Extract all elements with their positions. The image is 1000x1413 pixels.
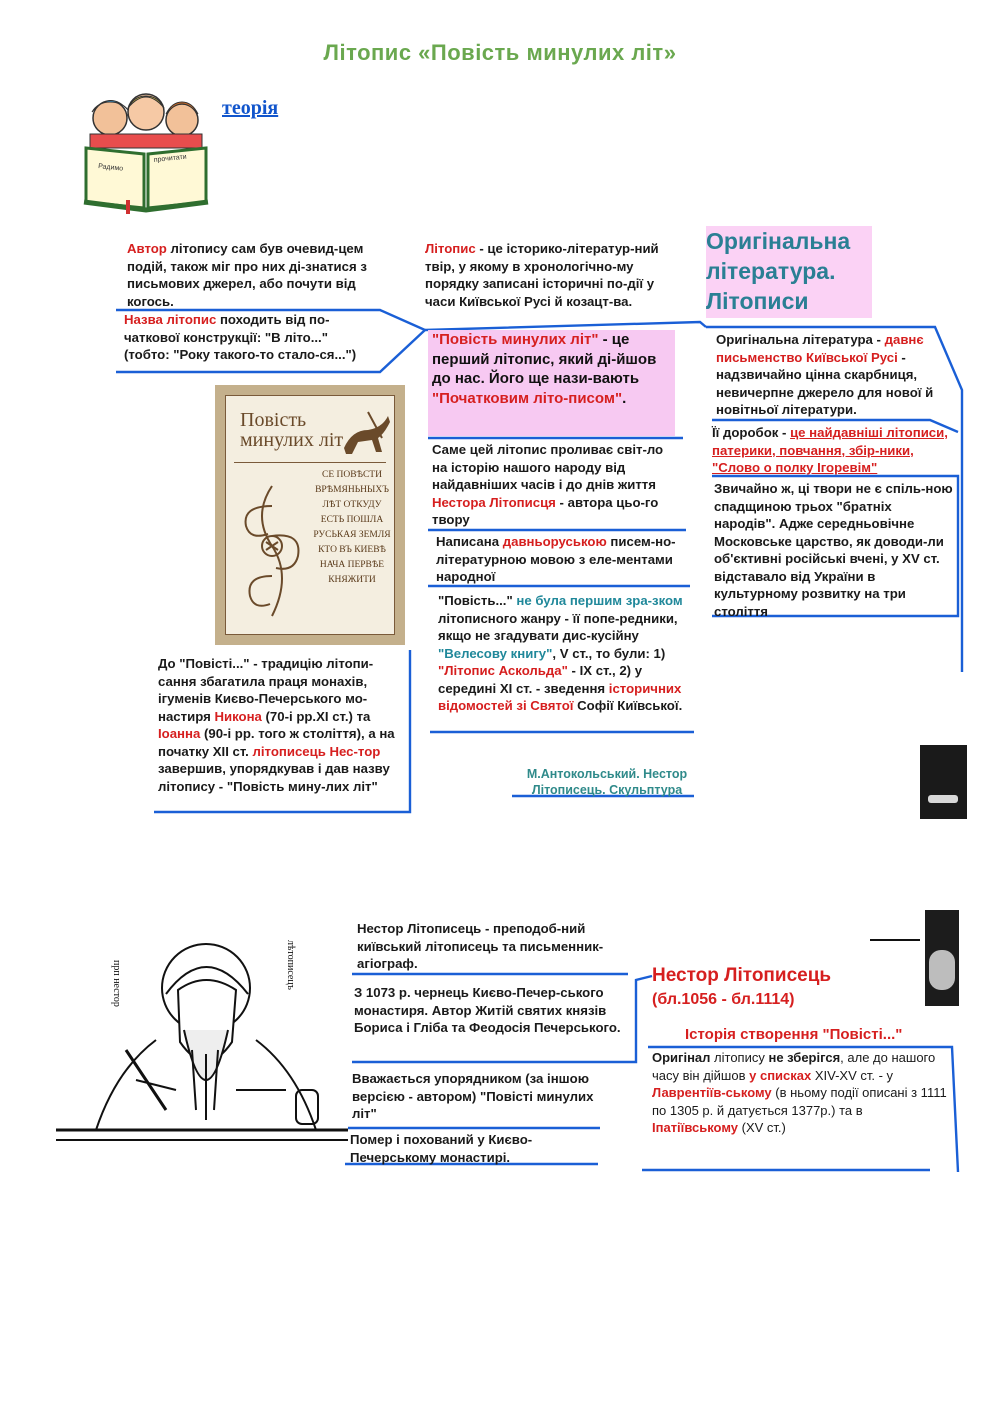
book-cover-text: СЕ ПОВѢСТИ ВРѢМЯНЬНЫХЪ ЛѢТ ОТКУДУ ЕСТЬ ПОШЛА РУСЬКАЯ ЗЕМЛЯ КТО ВЪ КИЕВѢ НАЧА ПЕРВѢЕ КНЯЖИТИ (313, 470, 391, 585)
nestor-photo (925, 910, 959, 1006)
page-title: Літопис «Повість минулих літ» (323, 40, 677, 65)
nestor-heading: Нестор Літописець (бл.1056 - бл.1114) (652, 965, 832, 1008)
legacy-paragraph: Її доробок - це найдавніші літописи, патерики, повчання, збір-ники, "Слово о полку Ігоревім" (712, 425, 948, 475)
nestor-bio-4: Помер і похований у Києво-Печерському монастирі. (350, 1132, 533, 1165)
author-paragraph: Автор літопису сам був очевид-цем подій, також міг про них ді-знатися з письмових джерел, або почути від когось. (127, 241, 367, 309)
ornament-icon (232, 476, 312, 626)
sculpture-caption: М.Антокольський. Нестор Літописець. Скульптура (526, 767, 688, 797)
reading-kids-book-image (82, 90, 210, 214)
nestor-bio-3: Вважається упорядником (за іншою версією - автором) "Повісті минулих літ" (352, 1071, 594, 1121)
nestor-bio-2: З 1073 р. чернець Києво-Печер-ського монастиря. Автор Житій святих князів Бориса і Гліба та Феодосія Печерського. (354, 985, 621, 1035)
nestor-bio-1: Нестор Літописець - преподоб-ний київський літописець та письменник-агіограф. (357, 921, 604, 971)
sheds-light-paragraph: Саме цей літопис проливає світ-ло на історію нашого народу від найдавніших часів і до днів життя Нестора Літописця - автора цьо-го твору (432, 442, 664, 527)
nestor-icon-image (56, 930, 348, 1158)
theory-link[interactable]: теорія (222, 97, 279, 119)
photo-divider (870, 939, 920, 941)
name-origin-paragraph: Назва літопис походить від по-чаткової конструкції: "В літо..." (тобто: "Року такого-то стало-ся...") (124, 312, 357, 362)
not-first-paragraph: "Повість..." не була першим зра-зком літописного жанру - її попе-редники, якщо не згадувати дис-кусійну "Велесову книгу", V ст., то були: 1) "Літопис Аскольда" - ІХ ст., 2) у середині ХІ ст. - зведення історичних відомостей зі Святої Софії Київської. (438, 593, 683, 713)
horseman-icon (338, 408, 394, 458)
icon-inscription-left: прп нестор (111, 960, 122, 1007)
tradition-paragraph: До "Повісті..." - традицію літопи-сання збагатила праця монахів, ігуменів Києво-Печерського мо-настиря Никона (70-і рр.ХІ ст.) та Іоанна (90-і рр. того ж століття), а на початку ХІІ ст. літописець Нес-тор завершив, упорядкував і дав назву літопису - "Повість мину-лих літ" (158, 656, 395, 794)
original-literature-heading: Оригінальна література. Літописи (706, 228, 851, 314)
history-heading: Історія створення "Повісті..." (685, 1026, 903, 1043)
book-label-left: Радимо (97, 163, 124, 173)
icon-inscription-right: лѣтописецъ (285, 940, 296, 990)
book-cover-image (215, 385, 405, 645)
pvl-definition: "Повість минулих літ" - це перший літопис, який ді-йшов до нас. Його ще нази-вають "Початковим літо-писом". (432, 331, 657, 407)
book-label-right: прочитати (153, 153, 187, 164)
history-paragraph: Оригінал літопису не зберігся, але до нашого часу він дійшов у списках XIV-XV ст. - у Лаврентіїв-ському (в ньому події описані з 1111 по 1305 р. й датується 1377р.) та в Іпатіївському (XV ст.) (652, 1050, 947, 1135)
sculpture-photo (920, 745, 967, 819)
original-literature-paragraph: Оригінальна література - давнє письменство Київської Русі - надзвичайно цінна скарбниця, невичерпне джерело для нової й новітньої літератури. (716, 332, 934, 417)
language-paragraph: Написана давньоруською писем-но-літературною мовою з еле-ментами народної (436, 534, 676, 584)
book-cover-title: Повість минулих літ (240, 409, 344, 451)
common-heritage-paragraph: Звичайно ж, ці твори не є спіль-ною спадщиною трьох "братніх народів". Адже середньовічне Московське царство, як доводи-ли об'єктивні російські вчені, у XV ст. відставало від України в культурному розвитку на три століття (714, 481, 953, 619)
chronicle-definition: Літопис - це історико-літератур-ний твір, у якому в хронологічно-му порядку записані історичні по-дії у часи Київської Русі й козацт-ва. (425, 241, 659, 309)
